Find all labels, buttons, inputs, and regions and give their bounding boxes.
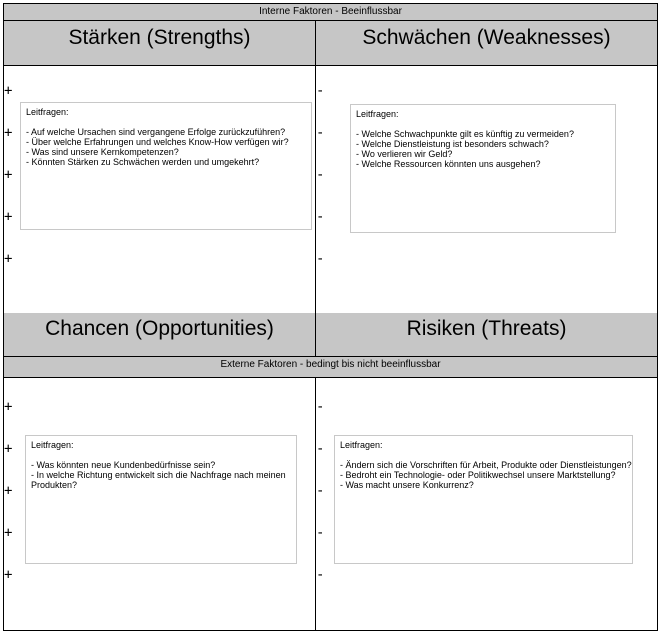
divider xyxy=(3,377,658,378)
plus-marker: + xyxy=(4,567,13,583)
minus-marker: - xyxy=(316,209,325,225)
plus-marker: + xyxy=(4,125,13,141)
external-factors-band xyxy=(4,357,657,377)
weaknesses-guide-note[interactable] xyxy=(350,104,616,233)
guide-question: - In welche Richtung entwickelt sich die Nachfrage nach meinen xyxy=(31,470,286,480)
guide-question: - Was macht unsere Konkurrenz? xyxy=(340,480,474,490)
guide-question: - Was sind unsere Kernkompetenzen? xyxy=(26,147,179,157)
external-factors-label: Externe Faktoren - bedingt bis nicht beeinflussbar xyxy=(220,359,441,370)
internal-factors-label: Interne Faktoren - Beeinflussbar xyxy=(259,6,402,17)
plus-marker: + xyxy=(4,251,13,267)
note-title: Leitfragen: xyxy=(340,440,383,450)
plus-marker: + xyxy=(4,83,13,99)
minus-marker: - xyxy=(316,399,325,415)
plus-marker: + xyxy=(4,483,13,499)
weaknesses-header xyxy=(316,21,657,65)
guide-question: - Wo verlieren wir Geld? xyxy=(356,149,453,159)
divider xyxy=(3,65,658,66)
minus-marker: - xyxy=(316,251,325,267)
guide-question: - Welche Schwachpunkte gilt es künftig zu vermeiden? xyxy=(356,129,574,139)
opportunities-title: Chancen (Opportunities) xyxy=(45,317,274,340)
plus-marker: + xyxy=(4,209,13,225)
guide-question: - Was könnten neue Kundenbedürfnisse sein? xyxy=(31,460,216,470)
guide-question: - Welche Ressourcen könnten uns ausgehen? xyxy=(356,159,541,169)
minus-marker: - xyxy=(316,525,325,541)
guide-question: - Könnten Stärken zu Schwächen werden und umgekehrt? xyxy=(26,157,260,167)
strengths-header xyxy=(4,21,315,65)
minus-marker: - xyxy=(316,83,325,99)
threats-header xyxy=(316,313,657,356)
opportunities-header xyxy=(4,313,315,356)
minus-marker: - xyxy=(316,441,325,457)
minus-marker: - xyxy=(316,567,325,583)
plus-marker: + xyxy=(4,399,13,415)
column-divider xyxy=(315,377,316,631)
guide-question: - Ändern sich die Vorschriften für Arbeit, Produkte oder Dienstleistungen? xyxy=(340,460,632,470)
note-title: Leitfragen: xyxy=(356,109,399,119)
guide-question: - Welche Dienstleistung ist besonders schwach? xyxy=(356,139,549,149)
strengths-title: Stärken (Strengths) xyxy=(68,26,251,49)
plus-marker: + xyxy=(4,167,13,183)
guide-question: - Über welche Erfahrungen und welches Know-How verfügen wir? xyxy=(26,137,289,147)
threats-title: Risiken (Threats) xyxy=(406,317,567,340)
plus-marker: + xyxy=(4,525,13,541)
guide-question: - Auf welche Ursachen sind vergangene Erfolge zurückzuführen? xyxy=(26,127,286,137)
plus-marker: + xyxy=(4,441,13,457)
note-title: Leitfragen: xyxy=(26,107,69,117)
guide-question: Produkten? xyxy=(31,480,78,490)
minus-marker: - xyxy=(316,483,325,499)
strengths-guide-note[interactable] xyxy=(20,102,312,230)
column-divider xyxy=(315,20,316,356)
minus-marker: - xyxy=(316,167,325,183)
internal-factors-band xyxy=(4,4,657,20)
threats-guide-note[interactable] xyxy=(334,435,633,564)
note-title: Leitfragen: xyxy=(31,440,74,450)
guide-question: - Bedroht ein Technologie- oder Politikwechsel unsere Marktstellung? xyxy=(340,470,616,480)
minus-marker: - xyxy=(316,125,325,141)
weaknesses-title: Schwächen (Weaknesses) xyxy=(362,26,611,49)
opportunities-guide-note[interactable] xyxy=(25,435,297,564)
